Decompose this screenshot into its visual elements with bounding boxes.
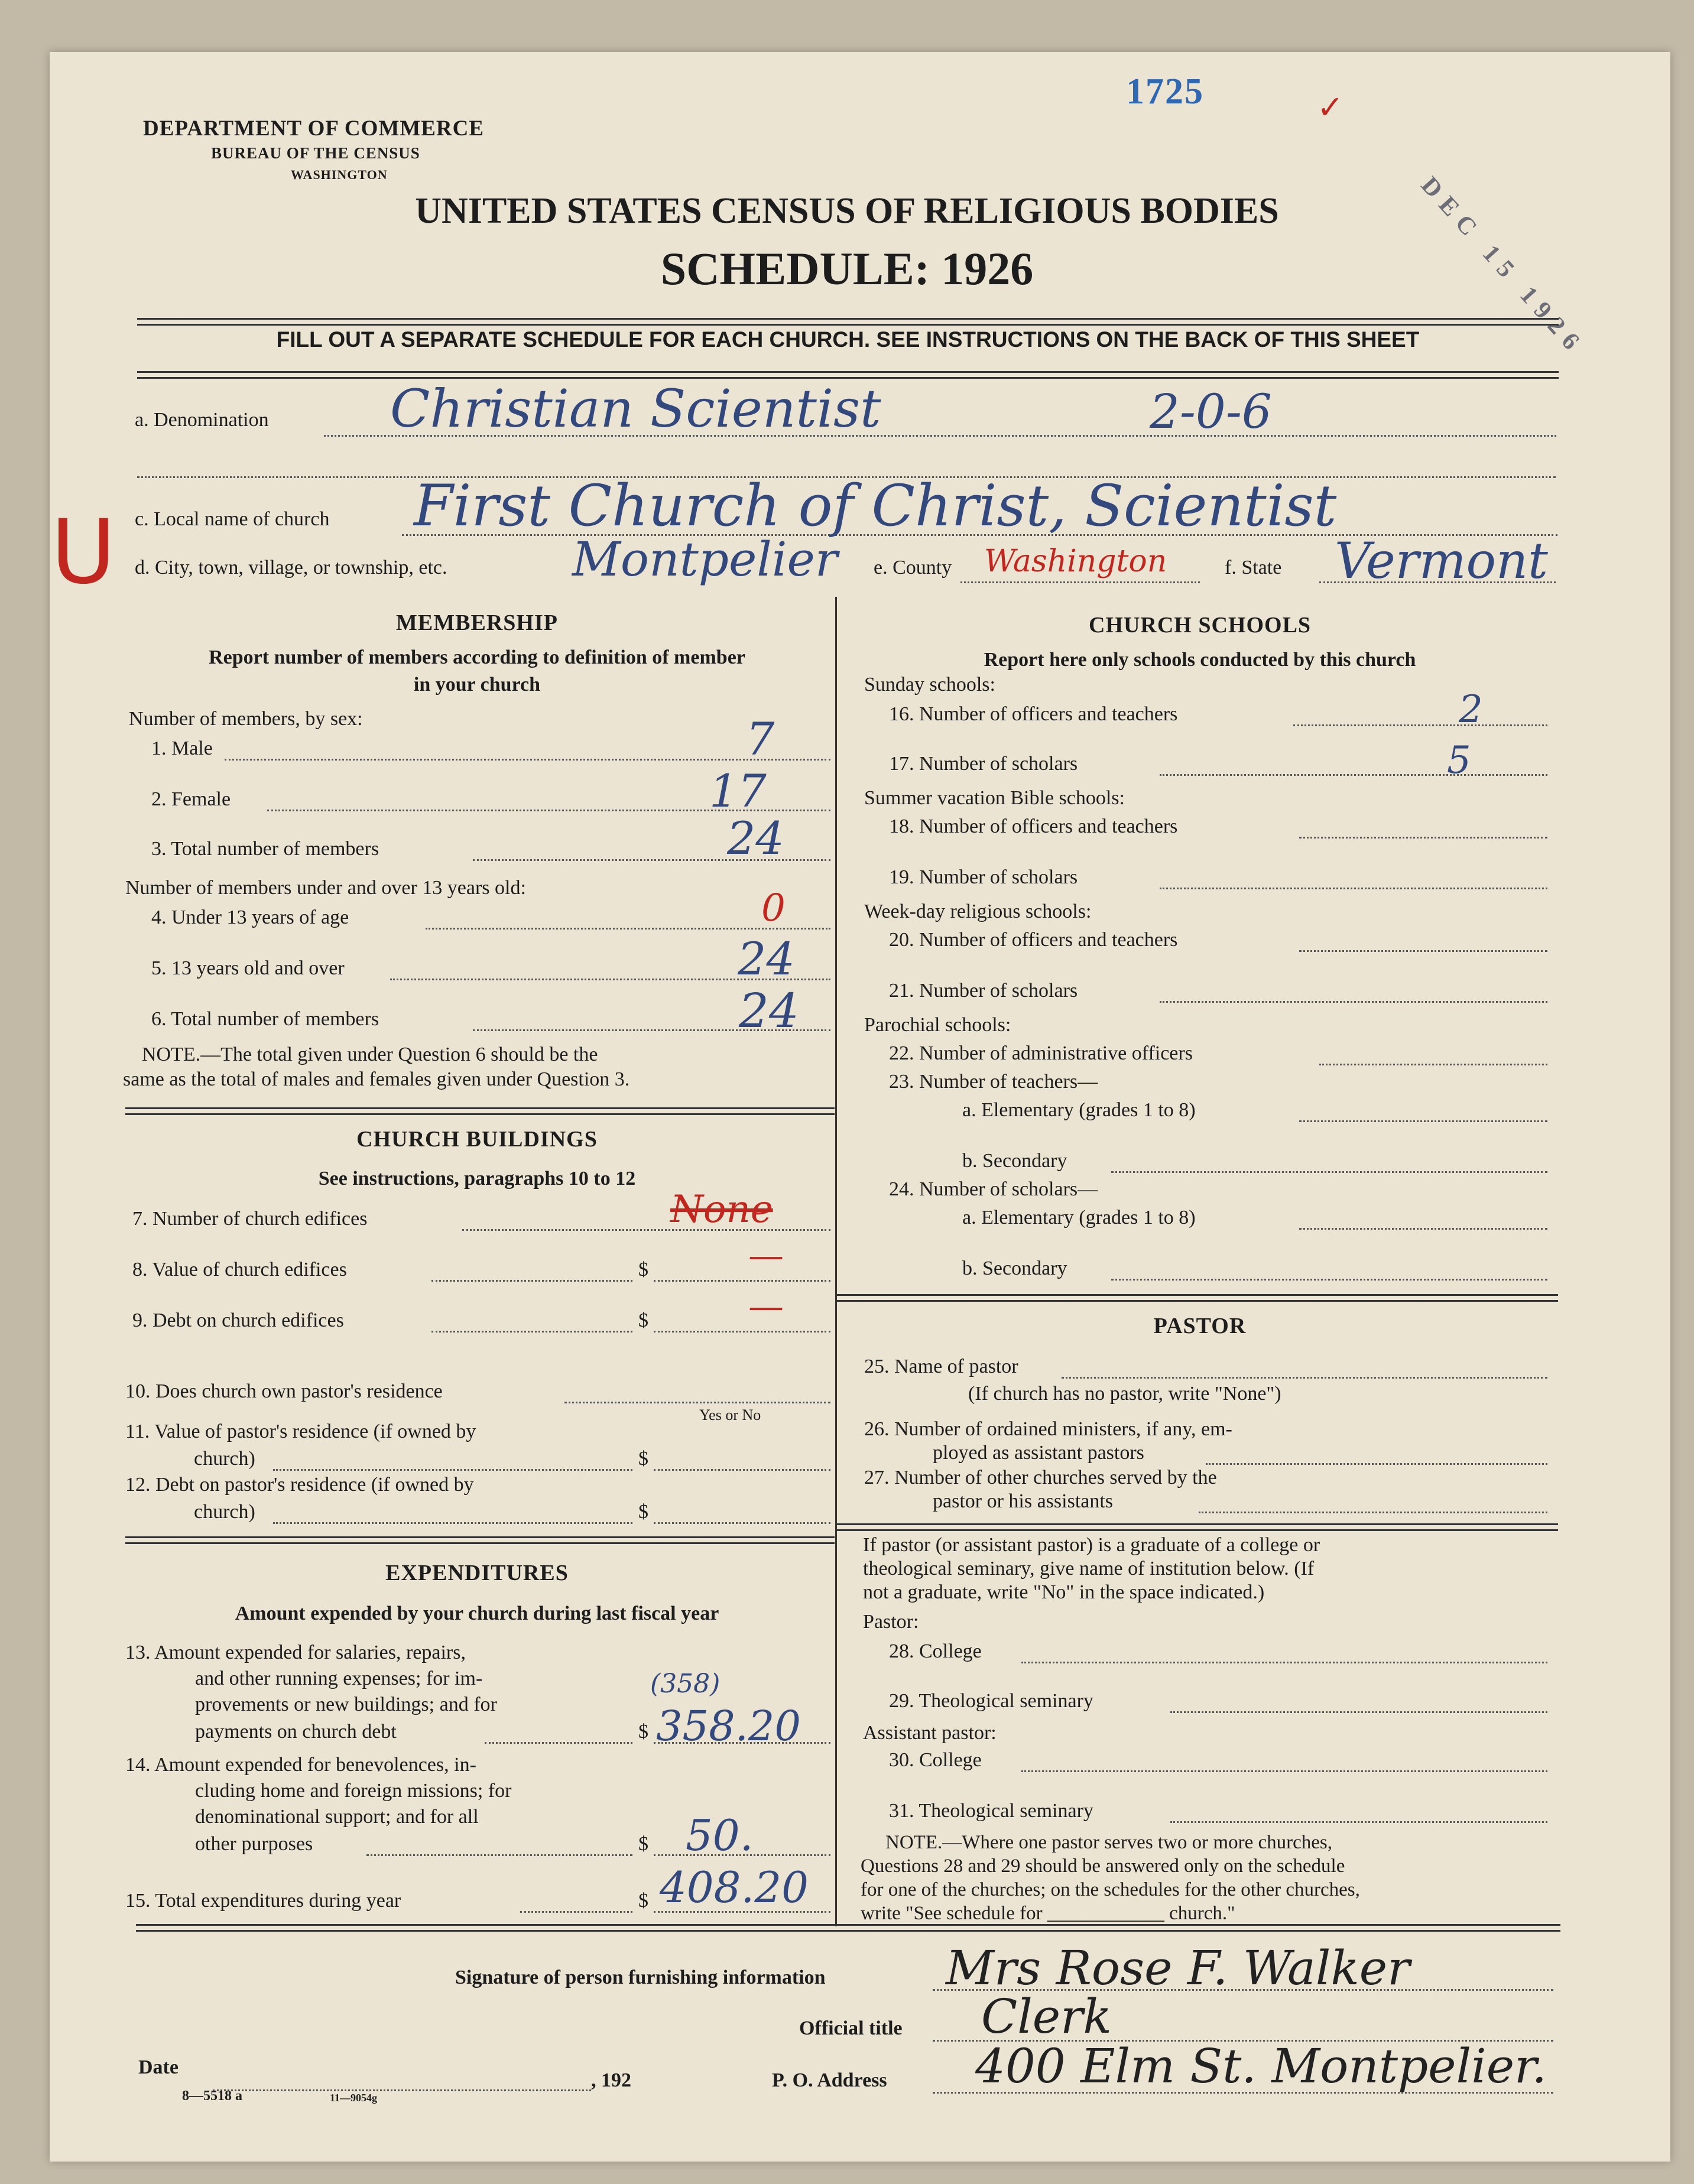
q14-line3: denominational support; and for all xyxy=(195,1806,479,1828)
q18-label: 18. Number of officers and teachers xyxy=(889,815,1178,837)
q7-line xyxy=(462,1229,830,1231)
q28-line xyxy=(1021,1662,1547,1663)
footer-rule xyxy=(136,1924,1560,1932)
date-label: Date xyxy=(138,2056,179,2078)
membership-heading: MEMBERSHIP xyxy=(396,610,558,635)
city-label: d. City, town, village, or township, etc. xyxy=(135,557,447,578)
pastor-heading: PASTOR xyxy=(1153,1314,1247,1338)
county-label: e. County xyxy=(874,557,952,578)
membership-note-line2: same as the total of males and females given under Question 3. xyxy=(123,1068,630,1090)
q1-label: 1. Male xyxy=(151,737,213,759)
expenditures-subheading: Amount expended by your church during last fiscal year xyxy=(235,1603,719,1624)
denomination-label: a. Denomination xyxy=(135,409,269,431)
q14-value[interactable]: 50. xyxy=(686,1811,754,1860)
check-mark: ✓ xyxy=(1317,90,1344,125)
pastor-note-line1: NOTE.—Where one pastor serves two or more churches, xyxy=(885,1832,1332,1853)
q26-label-2: ployed as assistant pastors xyxy=(933,1442,1144,1464)
q23a-label: a. Elementary (grades 1 to 8) xyxy=(962,1099,1196,1121)
q1-value[interactable]: 7 xyxy=(746,713,775,765)
sunday-schools-label: Sunday schools: xyxy=(864,674,995,696)
print-number: 11—9054g xyxy=(330,2092,378,2104)
members-by-age-label: Number of members under and over 13 years old: xyxy=(125,877,526,899)
q14-line1: 14. Amount expended for benevolences, in- xyxy=(125,1754,476,1776)
county-line xyxy=(960,581,1200,583)
q15-dotline xyxy=(520,1911,632,1913)
city-value[interactable]: Montpelier xyxy=(572,532,838,587)
buildings-rule xyxy=(125,1536,835,1544)
q11-dotline xyxy=(273,1469,632,1471)
q4-value[interactable]: 0 xyxy=(761,886,786,930)
q29-line xyxy=(1170,1711,1547,1713)
header-rule-top xyxy=(137,318,1559,326)
q4-label: 4. Under 13 years of age xyxy=(151,906,349,928)
official-title-label: Official title xyxy=(799,2017,903,2039)
schools-rule xyxy=(837,1294,1558,1302)
q19-line xyxy=(1160,888,1547,889)
graduate-note-line2: theological seminary, give name of institution below. (If xyxy=(863,1558,1315,1580)
q31-line xyxy=(1170,1821,1547,1823)
state-label: f. State xyxy=(1225,557,1282,578)
q26-label-1: 26. Number of ordained ministers, if any, em- xyxy=(864,1418,1232,1440)
q11-dollar: $ xyxy=(638,1448,648,1470)
q22-line xyxy=(1319,1064,1547,1065)
q27-label-1: 27. Number of other churches served by the xyxy=(864,1467,1217,1488)
q29-label: 29. Theological seminary xyxy=(889,1690,1093,1712)
q21-label: 21. Number of scholars xyxy=(889,980,1078,1002)
q24a-label: a. Elementary (grades 1 to 8) xyxy=(962,1207,1196,1228)
q14-dollar: $ xyxy=(638,1833,648,1855)
denomination-code[interactable]: 2-0-6 xyxy=(1150,384,1272,439)
signature-value[interactable]: Mrs Rose F. Walker xyxy=(946,1941,1410,1996)
pastor-note-line3: for one of the churches; on the schedules for the other churches, xyxy=(861,1879,1360,1900)
date-line xyxy=(213,2089,591,2091)
q27-label-2: pastor or his assistants xyxy=(933,1490,1114,1512)
q24-label: 24. Number of scholars— xyxy=(889,1178,1098,1200)
q12-line xyxy=(654,1522,830,1524)
pastor-rule xyxy=(837,1523,1558,1531)
summer-schools-label: Summer vacation Bible schools: xyxy=(864,787,1125,809)
form-number: 8—5518 a xyxy=(182,2088,242,2104)
q13-note: (358) xyxy=(650,1669,721,1699)
q2-label: 2. Female xyxy=(151,788,231,810)
q8-label: 8. Value of church edifices xyxy=(132,1259,347,1280)
q3-value[interactable]: 24 xyxy=(727,812,784,864)
q13-line2: and other running expenses; for im- xyxy=(195,1668,483,1689)
bureau-city: WASHINGTON xyxy=(291,167,388,182)
q30-line xyxy=(1021,1770,1547,1772)
q25-label: 25. Name of pastor xyxy=(864,1356,1018,1377)
q17-line xyxy=(1160,774,1547,776)
local-name-label: c. Local name of church xyxy=(135,508,330,530)
membership-rule xyxy=(125,1107,835,1115)
buildings-subheading: See instructions, paragraphs 10 to 12 xyxy=(318,1168,636,1190)
q14-dotline xyxy=(366,1854,632,1856)
q2-value[interactable]: 17 xyxy=(709,765,767,817)
column-divider xyxy=(835,597,837,1926)
pastor-note-line4: write "See schedule for ____________ church." xyxy=(861,1903,1235,1924)
county-value[interactable]: Washington xyxy=(984,544,1167,579)
pastor-label: Pastor: xyxy=(863,1611,919,1633)
po-address-label: P. O. Address xyxy=(772,2069,887,2091)
q8-dollar: $ xyxy=(638,1259,648,1280)
q6-value[interactable]: 24 xyxy=(739,983,799,1038)
q13-line1: 13. Amount expended for salaries, repairs, xyxy=(125,1642,466,1663)
graduate-note-line1: If pastor (or assistant pastor) is a graduate of a college or xyxy=(863,1534,1320,1556)
q9-dollar: $ xyxy=(638,1309,648,1331)
q16-label: 16. Number of officers and teachers xyxy=(889,703,1178,725)
margin-mark: U xyxy=(51,501,116,604)
q13-value[interactable]: 358.20 xyxy=(656,1702,801,1750)
local-name-value[interactable]: First Church of Christ, Scientist xyxy=(414,473,1337,539)
pastor-note-line2: Questions 28 and 29 should be answered only on the schedule xyxy=(861,1855,1345,1877)
q18-line xyxy=(1299,837,1547,838)
q5-value[interactable]: 24 xyxy=(738,932,795,985)
schools-subheading: Report here only schools conducted by this church xyxy=(984,649,1416,671)
q11-label-2: church) xyxy=(194,1448,255,1470)
q7-label: 7. Number of church edifices xyxy=(132,1208,368,1230)
q12-label-2: church) xyxy=(194,1501,255,1523)
q26-line xyxy=(1206,1463,1547,1465)
q6-label: 6. Total number of members xyxy=(151,1008,379,1030)
q15-label: 15. Total expenditures during year xyxy=(125,1890,401,1912)
q24a-line xyxy=(1299,1228,1547,1230)
q12-dollar: $ xyxy=(638,1501,648,1523)
q9-label: 9. Debt on church edifices xyxy=(132,1309,344,1331)
q10-hint: Yes or No xyxy=(699,1406,761,1424)
q15-dollar: $ xyxy=(638,1890,648,1912)
q10-label: 10. Does church own pastor's residence xyxy=(125,1380,443,1402)
q22-label: 22. Number of administrative officers xyxy=(889,1042,1193,1064)
q9-line xyxy=(654,1331,830,1332)
q8-value[interactable]: — xyxy=(748,1235,784,1276)
date-year-suffix: , 192 xyxy=(591,2069,631,2091)
q19-label: 19. Number of scholars xyxy=(889,866,1078,888)
parochial-schools-label: Parochial schools: xyxy=(864,1014,1011,1036)
q25-line xyxy=(1062,1377,1547,1379)
q1-line xyxy=(225,759,830,760)
q17-value[interactable]: 5 xyxy=(1447,739,1471,782)
q28-label: 28. College xyxy=(889,1640,982,1662)
q8-line xyxy=(654,1280,830,1282)
q11-line xyxy=(654,1469,830,1471)
q13-line4: payments on church debt xyxy=(195,1721,397,1743)
denomination-value[interactable]: Christian Scientist xyxy=(390,378,881,439)
membership-subheading: Report number of members according to definition of member in your church xyxy=(209,646,745,696)
q9-dotline xyxy=(431,1331,632,1332)
q21-line xyxy=(1160,1001,1547,1003)
q17-label: 17. Number of scholars xyxy=(889,753,1078,775)
q8-dotline xyxy=(431,1280,632,1282)
buildings-heading: CHURCH BUILDINGS xyxy=(356,1127,598,1152)
q10-line xyxy=(564,1402,830,1403)
q13-dotline xyxy=(485,1742,632,1744)
q14-line2: cluding home and foreign missions; for xyxy=(195,1780,512,1802)
po-address-value[interactable]: 400 Elm St. Montpelier. xyxy=(975,2039,1547,2094)
members-by-sex-label: Number of members, by sex: xyxy=(129,708,363,730)
q16-value[interactable]: 2 xyxy=(1459,688,1483,732)
graduate-note-line3: not a graduate, write "No" in the space indicated.) xyxy=(863,1581,1265,1603)
q23b-label: b. Secondary xyxy=(962,1150,1067,1172)
official-title-value[interactable]: Clerk xyxy=(981,1989,1112,2044)
q13-dollar: $ xyxy=(638,1721,648,1743)
instructions-banner: FILL OUT A SEPARATE SCHEDULE FOR EACH CHURCH. SEE INSTRUCTIONS ON THE BACK OF THIS SHEET xyxy=(276,327,1420,352)
q23a-line xyxy=(1299,1120,1547,1122)
signature-label: Signature of person furnishing information xyxy=(455,1967,826,1988)
q3-label: 3. Total number of members xyxy=(151,838,379,860)
schools-heading: CHURCH SCHOOLS xyxy=(1088,613,1312,638)
q12-label-1: 12. Debt on pastor's residence (if owned by xyxy=(125,1474,474,1496)
form-title: UNITED STATES CENSUS OF RELIGIOUS BODIES xyxy=(415,191,1279,231)
schedule-year: SCHEDULE: 1926 xyxy=(660,243,1034,294)
q16-line xyxy=(1293,724,1547,726)
received-date-stamp: DEC 15 1926 xyxy=(1416,171,1591,362)
q23-label: 23. Number of teachers— xyxy=(889,1071,1098,1093)
q20-label: 20. Number of officers and teachers xyxy=(889,929,1178,951)
q27-line xyxy=(1199,1512,1547,1513)
q20-line xyxy=(1299,950,1547,952)
q24b-label: b. Secondary xyxy=(962,1257,1067,1279)
q31-label: 31. Theological seminary xyxy=(889,1800,1093,1822)
q13-line3: provements or new buildings; and for xyxy=(195,1694,497,1715)
bureau-name: BUREAU OF THE CENSUS xyxy=(211,144,420,162)
department-name: DEPARTMENT OF COMMERCE xyxy=(143,116,485,141)
membership-note-line1: NOTE.—The total given under Question 6 should be the xyxy=(142,1044,598,1065)
expenditures-heading: EXPENDITURES xyxy=(385,1561,569,1585)
q11-label-1: 11. Value of pastor's residence (if owned by xyxy=(125,1421,476,1442)
state-value[interactable]: Vermont xyxy=(1335,532,1548,590)
q24b-line xyxy=(1111,1279,1547,1280)
q9-value[interactable]: — xyxy=(748,1286,784,1327)
q25-hint: (If church has no pastor, write "None") xyxy=(968,1383,1281,1405)
assistant-pastor-label: Assistant pastor: xyxy=(863,1722,997,1744)
q30-label: 30. College xyxy=(889,1749,982,1771)
q12-dotline xyxy=(273,1522,632,1524)
q5-label: 5. 13 years old and over xyxy=(151,957,345,979)
q15-value[interactable]: 408.20 xyxy=(660,1863,809,1912)
q23b-line xyxy=(1111,1171,1547,1173)
q7-value[interactable]: None xyxy=(670,1188,773,1231)
q14-line4: other purposes xyxy=(195,1833,313,1855)
weekday-schools-label: Week-day religious schools: xyxy=(864,901,1092,922)
file-number-stamp: 1725 xyxy=(1126,72,1204,112)
